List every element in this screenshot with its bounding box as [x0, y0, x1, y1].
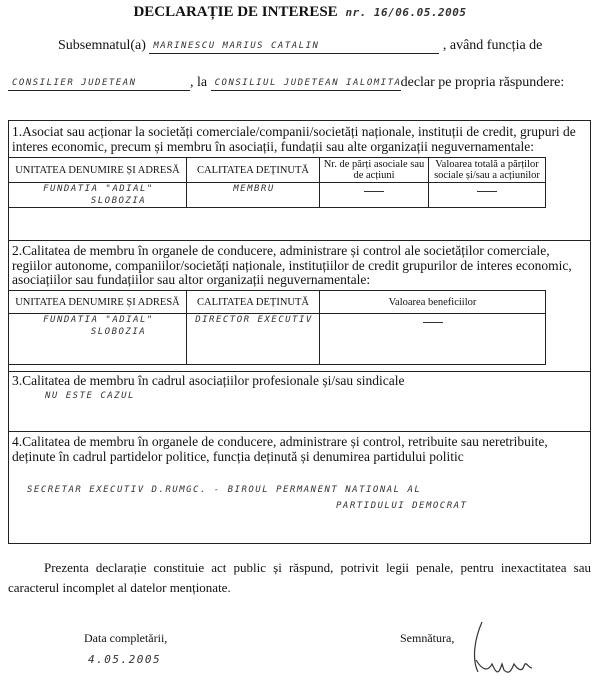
label-declar: declar pe propria răspundere: [400, 75, 565, 90]
dash-mark [364, 191, 384, 192]
institution-value: CONSILIUL JUDETEAN IALOMITA [214, 78, 402, 88]
section-1-table [8, 157, 546, 208]
s2-cell-role[interactable] [187, 314, 320, 365]
s1-unit-line1: FUNDATIA "ADIAL" [43, 184, 154, 194]
legal-statement: Prezenta declarație constituie act public și răspund, potrivit legii penale, pentru inexactitatea sau caracterul incomplet al datelor menționate. [8, 560, 591, 595]
dash-mark [477, 191, 497, 192]
label-la: , la [190, 75, 208, 90]
section-4-answer-line2[interactable]: PARTIDULUI DEMOCRAT [336, 501, 468, 511]
signature-label: Semnătura, [400, 631, 455, 645]
s2-unit-line2: SLOBOZIA [90, 327, 147, 337]
section-2-heading: 2.Calitatea de membru în organele de conducere, administrare și control ale societăților comerciale, regiilor autonome, companiilor/societăți naționale, instituțiilor de credit grupurilor de interes economic, asociațiilor sau fundațiilor sau altor organizații neguvernamentale: [12, 243, 572, 287]
s1-header-shares: Nr. de părți asociale sau de acțiuni [320, 158, 429, 183]
s1-cell-shares[interactable] [320, 183, 429, 208]
name-value: MARINESCU MARIUS CATALIN [153, 41, 320, 51]
s2-cell-unit[interactable] [9, 314, 187, 365]
s1-cell-unit[interactable] [9, 183, 187, 208]
label-avand-functia: , având funcția de [442, 38, 543, 53]
dash-mark [423, 322, 443, 323]
section-4-heading: 4.Calitatea de membru în organele de conducere, administrare și control, retribuite sau neretribuite, deținute în cadrul partidelor politice, funcția deținută și denumirea partidului politic [12, 434, 548, 464]
s2-role-value: DIRECTOR EXECUTIV [195, 315, 313, 325]
name-field[interactable] [149, 39, 439, 54]
handwritten-signature [470, 620, 560, 680]
divider [9, 240, 590, 241]
divider [9, 431, 590, 432]
intro-line-2 [8, 75, 598, 91]
s1-role-value: MEMBRU [233, 184, 275, 194]
intro-line-1 [58, 38, 598, 54]
section-3-answer[interactable]: NU ESTE CAZUL [45, 391, 135, 401]
date-label: Data completării, [84, 631, 168, 645]
section-1-heading: 1.Asociat sau acționar la societăți comerciale/companii/societăți naționale, instituții de credit, grupuri de interes economic, precum și membru în asociații, fundații sau alte organizații neguvernamentale: [12, 124, 576, 154]
s1-unit-line2: SLOBOZIA [90, 196, 147, 206]
function-value: CONSILIER JUDETEAN [12, 78, 137, 88]
s1-header-role: CALITATEA DEȚINUTĂ [187, 158, 320, 183]
s1-cell-role[interactable] [187, 183, 320, 208]
function-field[interactable] [8, 76, 190, 91]
s2-cell-benefits[interactable] [320, 314, 546, 365]
declaration-frame [8, 120, 591, 544]
s2-unit-line1: FUNDATIA "ADIAL" [43, 315, 154, 325]
s1-header-value: Valoarea totală a părților sociale și/sau a acțiunilor [429, 158, 546, 183]
s2-header-role: CALITATEA DEȚINUTĂ [187, 291, 320, 314]
s2-header-unit: UNITATEA DENUMIRE ȘI ADRESĂ [9, 291, 187, 314]
registration-number: nr. 16/06.05.2005 [345, 6, 467, 19]
s1-cell-value[interactable] [429, 183, 546, 208]
s1-header-unit: UNITATEA DENUMIRE ȘI ADRESĂ [9, 158, 187, 183]
title-text: DECLARAȚIE DE INTERESE [133, 4, 338, 20]
section-3-heading: 3.Calitatea de membru în cadrul asociațiilor profesionale și/sau sindicale [12, 373, 405, 388]
institution-field[interactable] [211, 76, 401, 91]
s2-header-benefits: Valoarea beneficiilor [320, 291, 546, 314]
date-value[interactable]: 4.05.2005 [88, 653, 162, 666]
divider [9, 371, 590, 372]
section-4-answer-line1[interactable]: SECRETAR EXECUTIV D.RUMGC. - BIROUL PERMANENT NATIONAL AL [27, 485, 422, 495]
section-2-table [8, 290, 546, 365]
label-subsemnatul: Subsemnatul(a) [58, 38, 146, 53]
document-title [0, 4, 600, 21]
